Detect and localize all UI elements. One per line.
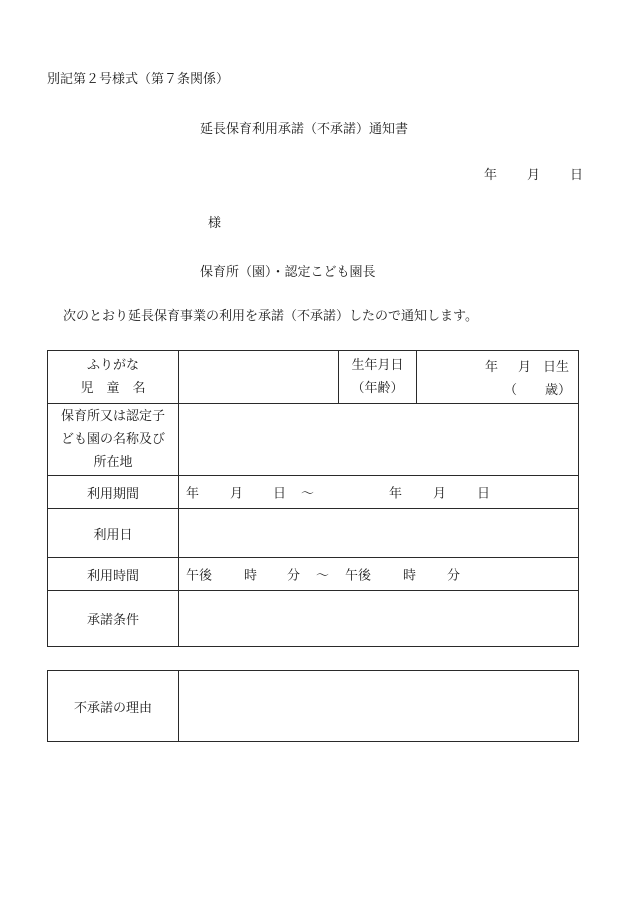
facility-label-cell [48, 404, 179, 476]
period-month-1: 月 [230, 486, 244, 502]
time-row [48, 558, 579, 591]
days-row [48, 509, 579, 558]
child-name-field[interactable] [179, 351, 339, 404]
conditions-label: 承諾条件 [48, 591, 179, 647]
time-min-1: 分 [287, 568, 301, 584]
child-name-label: 児 童 名 [80, 381, 146, 396]
intro-text: 次のとおり延長保育事業の利用を承諾（不承諾）したので通知します。 [63, 309, 478, 324]
sender-line: 保育所（園）・認定こども園長 [200, 265, 376, 280]
period-row [48, 476, 579, 509]
age-open: （ [504, 383, 518, 398]
furigana-label: ふりがな [86, 358, 139, 373]
application-table [47, 350, 579, 647]
time-label: 利用時間 [48, 558, 179, 591]
refusal-table [47, 670, 579, 742]
addressee-suffix: 様 [208, 216, 222, 231]
time-hour-1: 時 [244, 568, 258, 584]
time-min-2: 分 [447, 568, 461, 584]
birth-year-unit: 年 [485, 360, 499, 375]
facility-label-line-3: 所在地 [93, 455, 133, 470]
date-month: 月 [527, 168, 541, 183]
age-label: （年齢） [351, 381, 404, 396]
age-close: 歳） [545, 383, 572, 398]
time-hour-2: 時 [403, 568, 417, 584]
period-label: 利用期間 [48, 476, 179, 509]
child-row [48, 351, 579, 404]
period-day-1: 日 [273, 486, 287, 502]
time-pm-1: 午後 [186, 568, 213, 584]
facility-field[interactable] [179, 404, 579, 476]
form-reference: 別記第２号様式（第７条関係） [47, 72, 230, 87]
conditions-row [48, 591, 579, 647]
period-month-2: 月 [433, 486, 447, 502]
period-field[interactable] [179, 476, 579, 509]
time-pm-2: 午後 [345, 568, 372, 584]
period-year-1: 年 [186, 486, 200, 502]
refusal-reason-field[interactable] [179, 671, 579, 742]
refusal-reason-label: 不承諾の理由 [48, 671, 179, 742]
period-year-2: 年 [389, 486, 403, 502]
period-tilde: ～ [301, 486, 315, 502]
birth-day-unit: 日生 [543, 360, 570, 375]
facility-row [48, 404, 579, 476]
child-name-label-cell [48, 351, 179, 404]
facility-label-line-2: ども園の名称及び [60, 432, 165, 447]
birthdate-label-cell [339, 351, 417, 404]
facility-label-line-1: 保育所又は認定子 [60, 409, 165, 424]
time-tilde: ～ [316, 568, 330, 584]
period-day-2: 日 [477, 486, 491, 502]
date-year: 年 [484, 168, 498, 183]
birthdate-field[interactable] [417, 351, 579, 404]
refusal-row [48, 671, 579, 742]
time-field[interactable] [179, 558, 579, 591]
date-day: 日 [570, 168, 584, 183]
days-field[interactable] [179, 509, 579, 558]
days-label: 利用日 [48, 509, 179, 558]
birthdate-label: 生年月日 [351, 358, 404, 373]
document-title: 延長保育利用承諾（不承諾）通知書 [200, 122, 409, 137]
birth-month-unit: 月 [518, 360, 532, 375]
conditions-field[interactable] [179, 591, 579, 647]
